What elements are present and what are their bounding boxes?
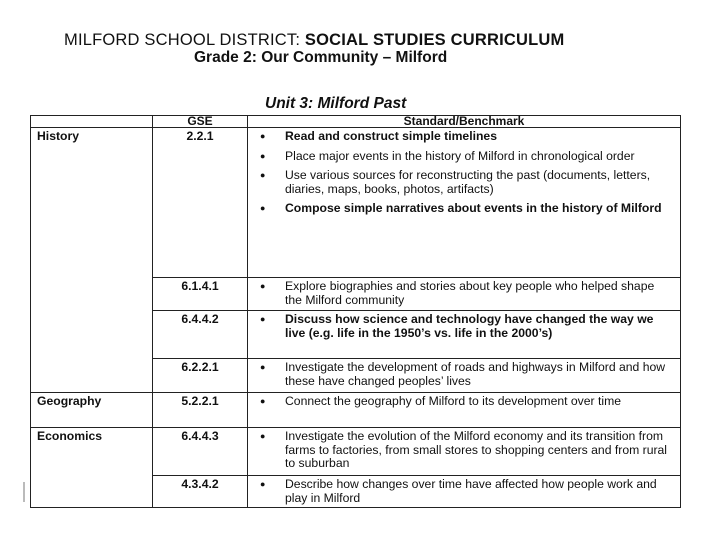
table-row <box>31 128 681 278</box>
bullet-icon: ● <box>260 170 266 180</box>
bullet-icon: ● <box>260 203 266 213</box>
benchmark-item <box>248 478 674 505</box>
benchmark-item <box>248 430 674 471</box>
gse-code: 2.2.1 <box>153 128 248 278</box>
curriculum-name: SOCIAL STUDIES CURRICULUM <box>304 31 565 49</box>
bullet-icon: ● <box>260 479 266 489</box>
bullet-icon: ● <box>260 314 266 324</box>
document-title <box>64 31 564 50</box>
header-standard: Standard/Benchmark <box>248 116 681 128</box>
subject-cell: Geography <box>31 393 153 428</box>
gse-code: 5.2.2.1 <box>153 393 248 428</box>
benchmark-text: Discuss how science and technology have changed the way we live (e.g. life in the 1950’s vs. life in the 2000’s) <box>285 312 654 340</box>
standard-cell <box>248 359 681 393</box>
benchmark-text: Place major events in the history of Milford in chronological order <box>285 148 635 163</box>
table-row <box>31 428 681 476</box>
bullet-icon: ● <box>260 396 266 406</box>
benchmark-text: Read and construct simple timelines <box>285 129 497 143</box>
benchmark-item <box>248 280 674 307</box>
benchmark-text: Connect the geography of Milford to its development over time <box>285 394 622 408</box>
bullet-icon: ● <box>260 362 266 372</box>
grade-title: Grade 2: Our Community – Milford <box>194 49 448 66</box>
gse-code: 4.3.4.2 <box>153 476 248 508</box>
benchmark-item <box>248 313 674 340</box>
gse-code: 6.4.4.2 <box>153 311 248 359</box>
bullet-icon: ● <box>260 281 266 291</box>
standard-cell <box>248 278 681 311</box>
standard-cell <box>248 476 681 508</box>
bullet-icon: ● <box>260 150 266 161</box>
bullet-icon: ● <box>260 131 266 141</box>
benchmark-text: Use various sources for reconstructing the past (documents, letters, diaries, maps, books, photos, artifacts) <box>285 168 651 196</box>
benchmark-item <box>248 395 674 409</box>
district-name: MILFORD SCHOOL DISTRICT: <box>64 31 301 49</box>
benchmark-item <box>248 361 674 388</box>
curriculum-table <box>30 115 681 508</box>
benchmark-text: Explore biographies and stories about key people who helped shape the Milford community <box>285 279 655 307</box>
benchmark-text: Investigate the evolution of the Milford economy and its transition from farms to factories, from small stores to shopping centers and from rural to suburban <box>285 429 668 470</box>
standard-cell <box>248 428 681 476</box>
header-subject-cell <box>31 116 153 128</box>
benchmark-item <box>248 169 674 196</box>
standard-cell <box>248 311 681 359</box>
unit-title: Unit 3: Milford Past <box>265 95 407 112</box>
benchmark-text: Compose simple narratives about events in the history of Milford <box>285 201 662 215</box>
gse-code: 6.1.4.1 <box>153 278 248 311</box>
subject-cell: Economics <box>31 428 153 508</box>
gse-code: 6.4.4.3 <box>153 428 248 476</box>
scan-edge-mark <box>23 482 25 502</box>
standard-cell <box>248 128 681 278</box>
bullet-icon: ● <box>260 431 266 441</box>
table-header-row <box>31 116 681 128</box>
benchmark-text: Describe how changes over time have affected how people work and play in Milford <box>285 477 657 505</box>
subject-cell: History <box>31 128 153 393</box>
benchmark-item <box>248 130 674 144</box>
table-row <box>31 393 681 428</box>
gse-code: 6.2.2.1 <box>153 359 248 393</box>
benchmark-item <box>248 150 674 164</box>
header-gse: GSE <box>153 116 248 128</box>
benchmark-text: Investigate the development of roads and highways in Milford and how these have changed peoples’ lives <box>285 360 666 388</box>
benchmark-item <box>248 202 674 216</box>
standard-cell <box>248 393 681 428</box>
